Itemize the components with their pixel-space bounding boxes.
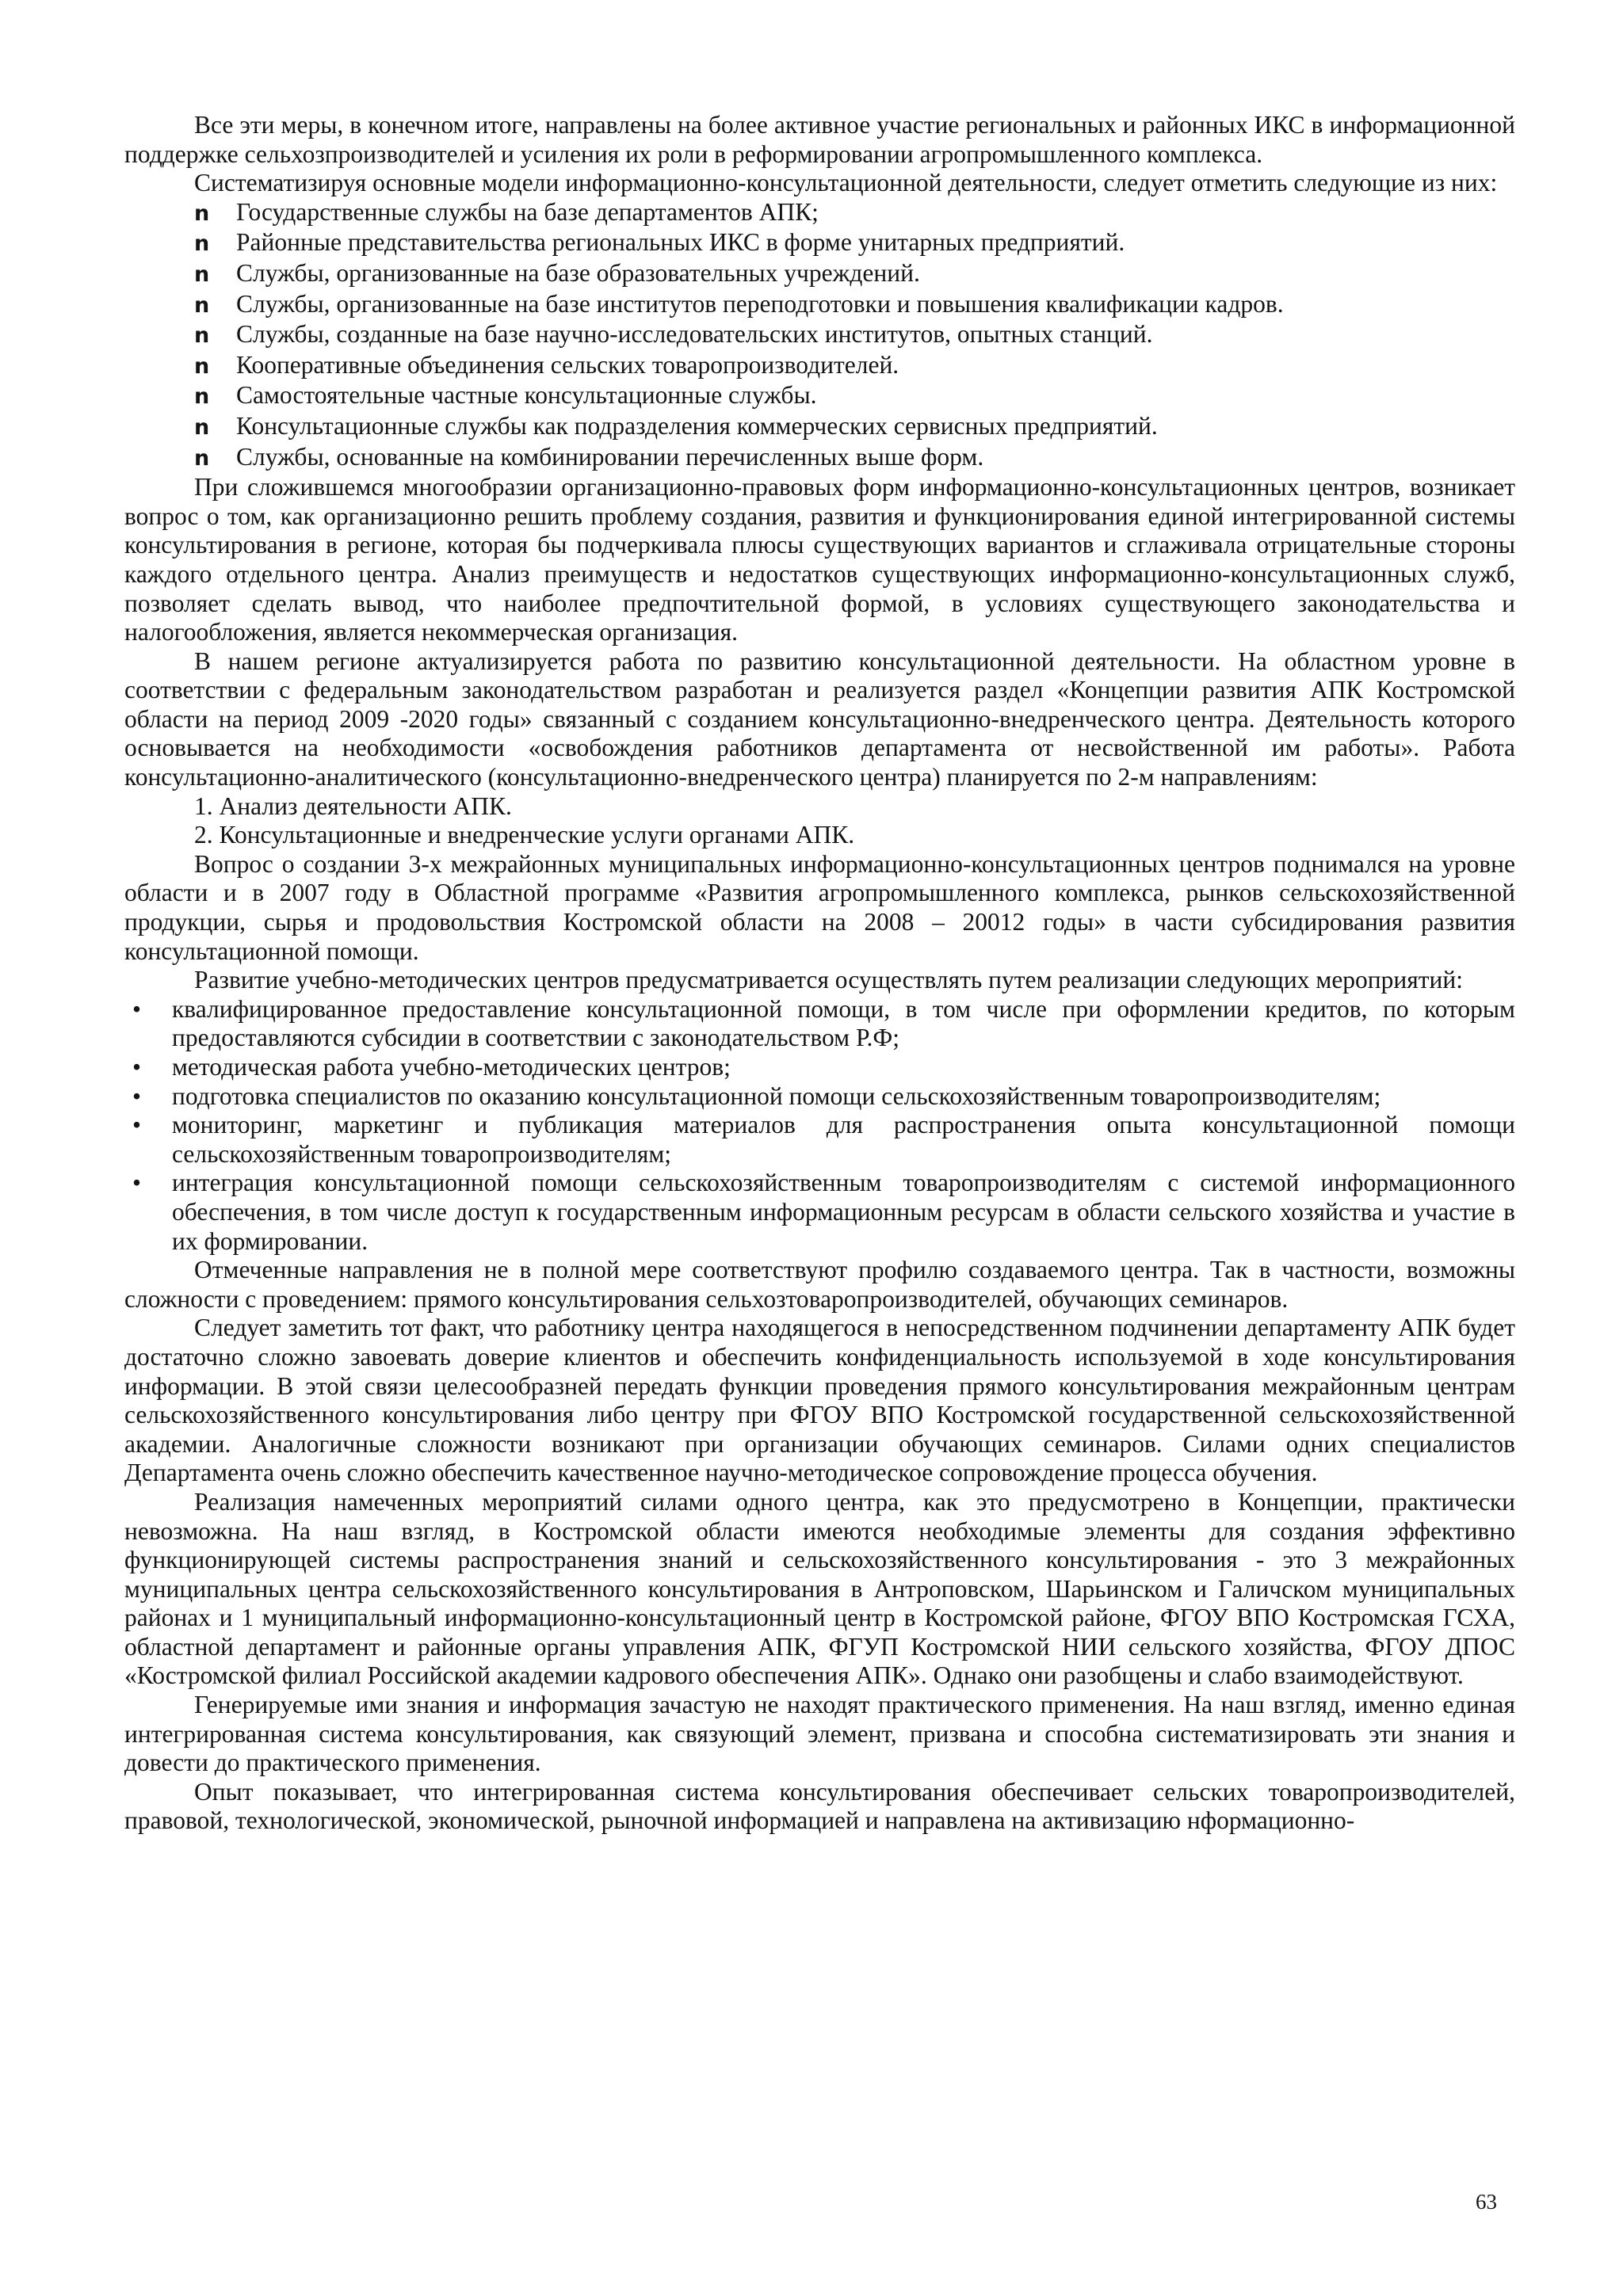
list-item-text: Кооперативные объединения сельских товаропроизводителей. (236, 350, 899, 379)
list-item (124, 995, 1515, 1053)
bullet-marker: • (132, 1053, 142, 1081)
list-item (124, 1082, 1515, 1112)
paragraph-3: При сложившемся многообразии организационно-правовых форм информационно-консультационных центров, возникает вопрос о том, как организационно решить проблему создания, развития и функционирования единой интегрированной системы консультирования в регионе, которая бы подчеркивала плюсы существующих вариантов и сглаживала отрицательные стороны каждого отдельного центра. Анализ преимуществ и недостатков существующих информационно-консультационных служб, позволяет сделать вывод, что наиболее предпочтительной формой, в условиях существующего законодательства и налогообложения, является некоммерческая организация. (124, 473, 1515, 646)
list-item-text: Районные представительства региональных ИКС в форме унитарных предприятий. (236, 228, 1125, 257)
paragraph-6: Развитие учебно-методических центров предусматривается осуществлять путем реализации следующих мероприятий: (194, 966, 1463, 994)
list-item-text: Службы, основанные на комбинировании перечисленных выше форм. (236, 442, 984, 471)
list-item-text: Самостоятельные частные консультационные службы. (236, 381, 817, 410)
paragraph-8: Следует заметить тот факт, что работнику центра находящегося в непосредственном подчинении департаменту АПК будет достаточно сложно завоевать доверие клиентов и обеспечить конфиденциальность используемой в ходе консультирования информации. В этой связи целесообразней передать функции проведения прямого консультирования межрайонным центрам сельскохозяйственного консультирования либо центру при ФГОУ ВПО Костромской государственной сельскохозяйственной академии. Аналогичные сложности возникают при организации обучающих семинаров. Силами одних специалистов Департамента очень сложно обеспечить качественное научно-методическое сопровождение процесса обучения. (124, 1314, 1515, 1487)
list-item (194, 320, 1515, 351)
list-item-text: Консультационные службы как подразделения коммерческих сервисных предприятий. (236, 411, 1158, 440)
document-page (124, 111, 1515, 1836)
models-list (124, 198, 1515, 473)
list-item-text: квалифицированное предоставление консультационной помощи, в том числе при оформлении кредитов, по которым предоставляются субсидии в соответствии с законодательством Р.Ф; (172, 994, 1515, 1052)
list-item-text: интеграция консультационной помощи сельскохозяйственным товаропроизводителям с системой информационного обеспечения, в том числе доступ к государственным информационным ресурсам в области сельского хозяйства и участие в их формировании. (172, 1169, 1515, 1255)
paragraph-9: Реализация намеченных мероприятий силами одного центра, как это предусмотрено в Концепции, практически невозможна. На наш взгляд, в Костромской области имеются необходимые элементы для создания эффективно функционирующей системы распространения знаний и сельскохозяйственного консультирования - это 3 межрайонных муниципальных центра сельскохозяйственного консультирования в Антроповском, Шарьинском и Галичском муниципальных районах и 1 муниципальный информационно-консультационный центр в Костромской районе, ФГОУ ВПО Костромская ГСХА, областной департамент и районные органы управления АПК, ФГУП Костромской НИИ сельского хозяйства, ФГОУ ДПОС «Костромской филиал Российской академии кадрового обеспечения АПК». Однако они разобщены и слабо взаимодействуют. (124, 1487, 1515, 1690)
list-marker: n (194, 445, 210, 471)
paragraph-10: Генерируемые ими знания и информация зачастую не находят практического применения. На наш взгляд, именно единая интегрированная система консультирования, как связующий элемент, призвана и способна систематизировать эти знания и довести до практического применения. (124, 1691, 1515, 1777)
paragraph-2: Систематизируя основные модели информационно-консультационной деятельности, следует отметить следующие из них: (194, 169, 1498, 197)
list-item-text: методическая работа учебно-методических центров; (172, 1053, 731, 1081)
list-item (124, 1053, 1515, 1082)
list-item (194, 259, 1515, 290)
measures-list (124, 995, 1515, 1256)
list-item (194, 381, 1515, 412)
list-marker: n (194, 384, 210, 410)
list-item (194, 290, 1515, 321)
paragraph-7: Отмеченные направления не в полной мере соответствуют профилю создаваемого центра. Так в частности, возможны сложности с проведением: прямого консультирования сельхозтоваропроизводителей, обучающих семинаров. (124, 1256, 1515, 1313)
list-marker: n (194, 414, 210, 440)
list-item-text: Службы, созданные на базе научно-исследовательских институтов, опытных станций. (236, 320, 1153, 349)
list-item-text: Службы, организованные на базе образовательных учреждений. (236, 258, 920, 287)
directions-list (124, 792, 1515, 850)
list-item (194, 198, 1515, 229)
list-item (194, 351, 1515, 382)
list-item-text: мониторинг, маркетинг и публикация материалов для распространения опыта консультационной помощи сельскохозяйственным товаропроизводителям; (172, 1111, 1515, 1168)
paragraph-1: Все эти меры, в конечном итоге, направлены на более активное участие региональных и районных ИКС в информационной поддержке сельхозпроизводителей и усиления их роли в реформировании агропромышленного комплекса. (124, 111, 1515, 168)
list-item (194, 412, 1515, 443)
list-item (124, 1111, 1515, 1169)
list-marker: n (194, 200, 210, 226)
list-marker: n (194, 323, 210, 349)
list-marker: n (194, 231, 210, 257)
paragraph-4: В нашем регионе актуализируется работа по развитию консультационной деятельности. На областном уровне в соответствии с федеральным законодательством разработан и реализуется раздел «Концепции развития АПК Костромской области на период 2009 -2020 годы» связанный с созданием консультационно-внедренческого центра. Деятельность которого основывается на необходимости «освобождения работников департамента от несвойственной им работы». Работа консультационно-аналитического (консультационно-внедренческого центра) планируется по 2-м направлениям: (124, 646, 1515, 791)
bullet-marker: • (132, 1111, 142, 1139)
bullet-marker: • (132, 1169, 142, 1197)
list-item (194, 443, 1515, 474)
paragraph-5: Вопрос о создании 3-х межрайонных муниципальных информационно-консультационных центров поднимался на уровне области и в 2007 году в Областной программе «Развития агропромышленного комплекса, рынков сельскохозяйственной продукции, сырья и продовольствия Костромской области на 2008 – 20012 годы» в части субсидирования развития консультационной помощи. (124, 849, 1515, 965)
page-number: 63 (1476, 2190, 1497, 2214)
list-item (194, 228, 1515, 259)
list-item-text: Службы, организованные на базе институтов переподготовки и повышения квалификации кадров. (236, 289, 1284, 318)
list-marker: n (194, 353, 210, 379)
numbered-item: 1. Анализ деятельности АПК. (194, 791, 512, 820)
bullet-marker: • (132, 994, 142, 1023)
bullet-marker: • (132, 1081, 142, 1110)
numbered-item: 2. Консультационные и внедренческие услуги органами АПК. (194, 821, 855, 849)
list-item (124, 1169, 1515, 1256)
list-item-text: подготовка специалистов по оказанию консультационной помощи сельскохозяйственным товаропроизводителям; (172, 1081, 1381, 1110)
paragraph-11: Опыт показывает, что интегрированная система консультирования обеспечивает сельских товаропроизводителей, правовой, технологической, экономической, рыночной информацией и направлена на активизацию нформационно- (124, 1777, 1515, 1835)
list-marker: n (194, 261, 210, 287)
list-marker: n (194, 292, 210, 318)
list-item-text: Государственные службы на базе департаментов АПК; (236, 197, 819, 226)
